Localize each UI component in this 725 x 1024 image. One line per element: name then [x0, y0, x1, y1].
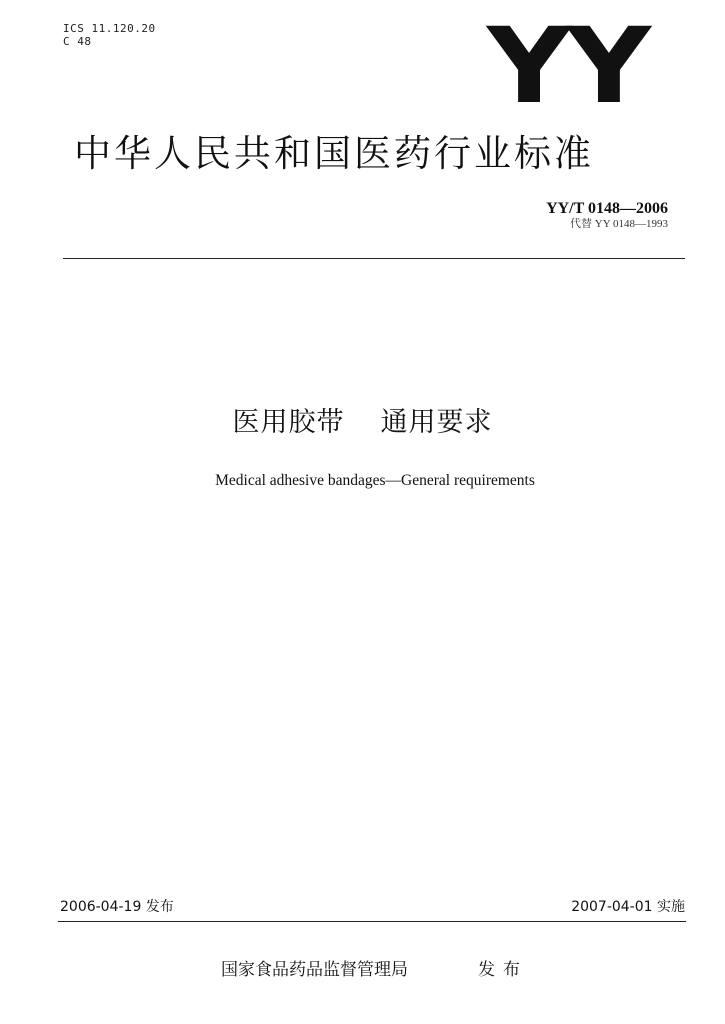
- classification-codes: [63, 22, 156, 48]
- document-title-en: Medical adhesive bandages—General requirements: [215, 472, 535, 489]
- document-title-cn-part1: 医用胶带: [232, 407, 345, 438]
- standard-category-title: 中华人民共和国医药行业标准: [74, 132, 594, 175]
- document-title-cn-part2: 通用要求: [380, 407, 493, 438]
- header-divider: [63, 258, 685, 259]
- standard-code: YY/T 0148—2006: [546, 200, 668, 217]
- yy-logo: YY: [487, 5, 647, 127]
- ccs-code: C 48: [63, 35, 92, 48]
- issuing-authority: 国家食品药品监督管理局: [221, 960, 408, 980]
- replaces-note: 代替 YY 0148—1993: [570, 218, 668, 230]
- issue-action: 发布: [478, 960, 528, 980]
- document-title-cn: [0, 405, 725, 441]
- footer-divider: [58, 921, 686, 922]
- implementation-date: 2007-04-01 实施: [571, 899, 685, 915]
- issue-date: 2006-04-19 发布: [60, 899, 174, 915]
- ics-code: ICS 11.120.20: [63, 22, 156, 35]
